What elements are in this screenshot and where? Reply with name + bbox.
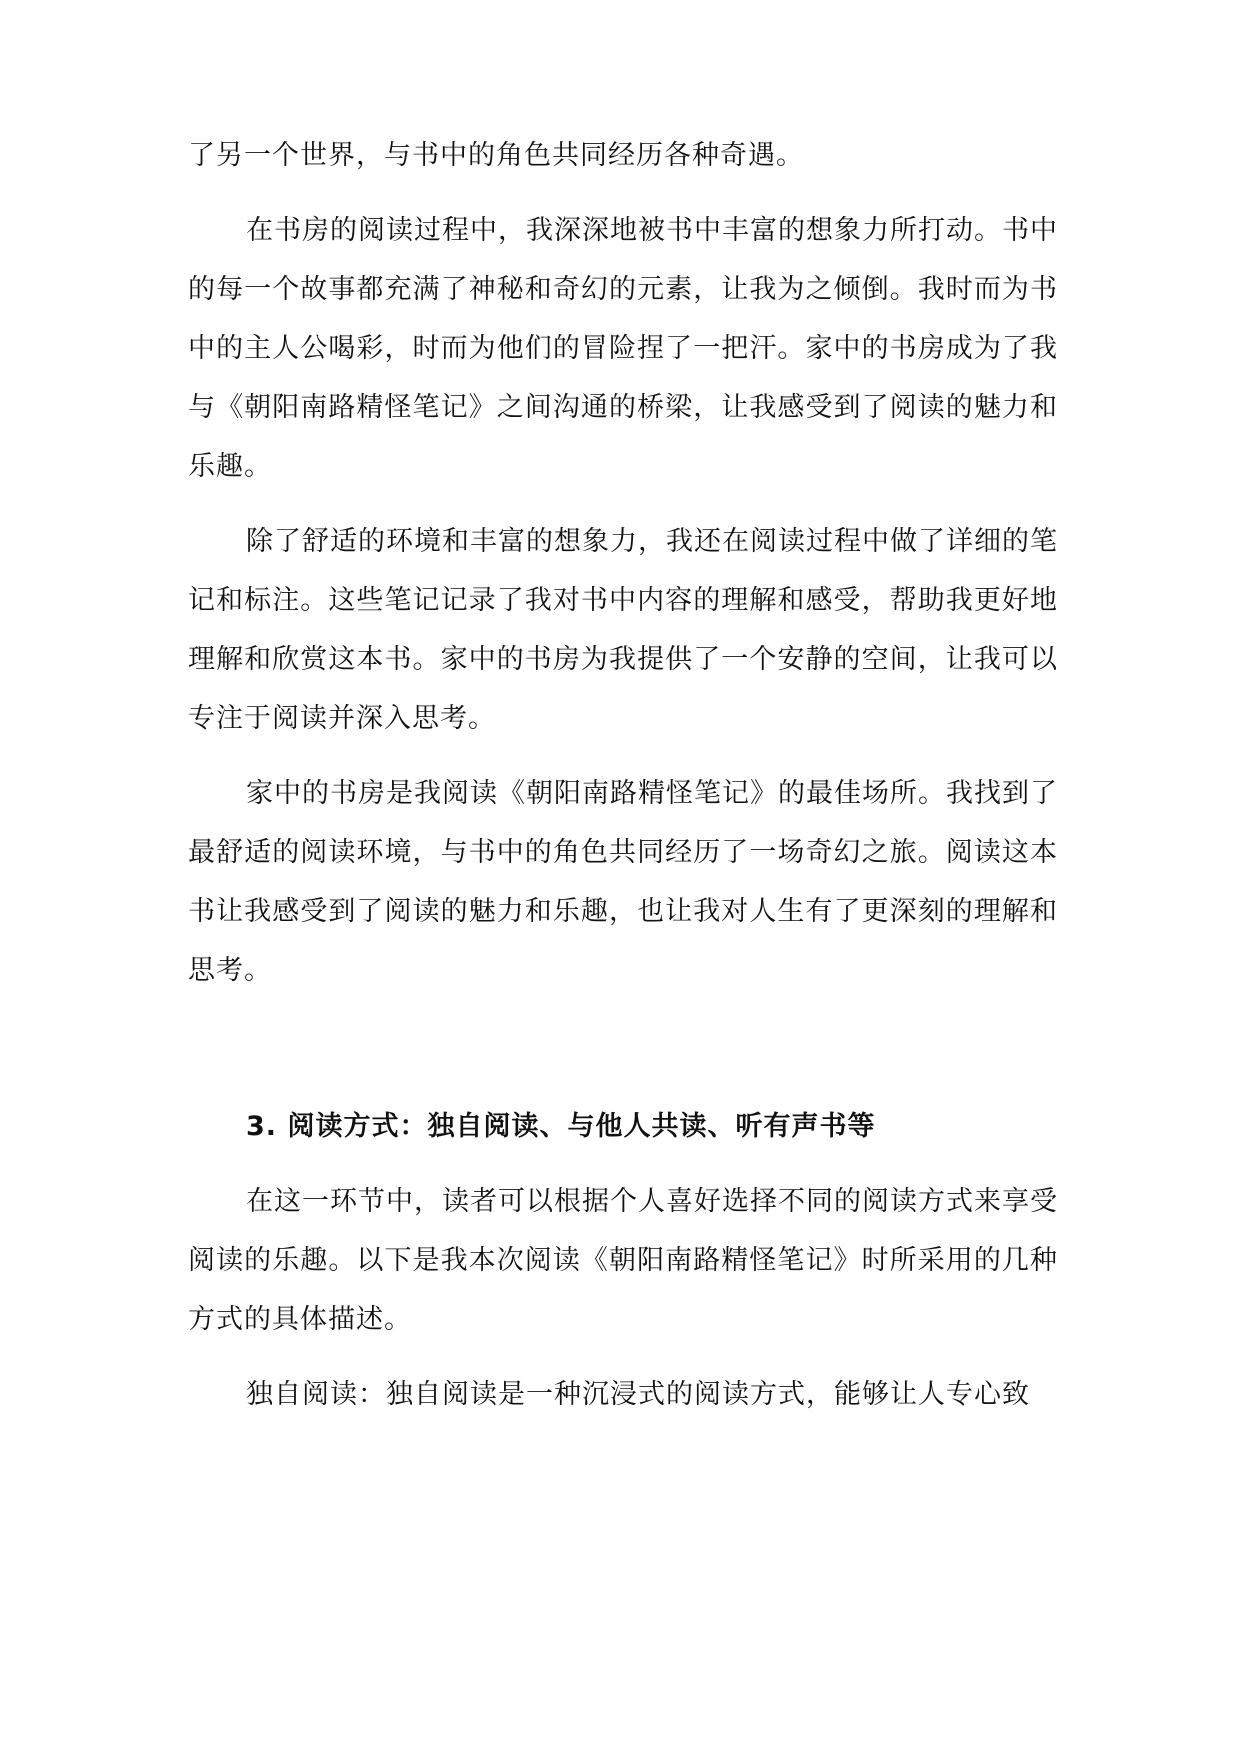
- paragraph-notes-annotations: 除了舒适的环境和丰富的想象力，我还在阅读过程中做了详细的笔记和标注。这些笔记记录了我对书中内容的理解和感受，帮助我更好地理解和欣赏这本书。家中的书房为我提供了一个安静的空间，让我可以专注于阅读并深入思考。: [188, 526, 1058, 734]
- paragraph-best-place: 家中的书房是我阅读《朝阳南路精怪笔记》的最佳场所。我找到了最舒适的阅读环境，与书中的角色共同经历了一场奇幻之旅。阅读这本书让我感受到了阅读的魅力和乐趣，也让我对人生有了更深刻的理解和思考。: [188, 778, 1058, 986]
- body-text-section-2: [188, 1097, 1058, 1424]
- paragraph-solo-reading: 独自阅读：独自阅读是一种沉浸式的阅读方式，能够让人专心致: [246, 1379, 1030, 1410]
- paragraph-study-imagination: 在书房的阅读过程中，我深深地被书中丰富的想象力所打动。书中的每一个故事都充满了神秘和奇幻的元素，让我为之倾倒。我时而为书中的主人公喝彩，时而为他们的冒险捏了一把汗。家中的书房成为了我与《朝阳南路精怪笔记》之间沟通的桥梁，让我感受到了阅读的魅力和乐趣。: [188, 215, 1058, 482]
- section-heading: 3. 阅读方式：独自阅读、与他人共读、听有声书等: [246, 1111, 876, 1142]
- body-text-section-1: [188, 126, 1058, 1000]
- paragraph-reading-methods-intro: 在这一环节中，读者可以根据个人喜好选择不同的阅读方式来享受阅读的乐趣。以下是我本次阅读《朝阳南路精怪笔记》时所采用的几种方式的具体描述。: [188, 1186, 1058, 1335]
- paragraph-continuation: 了另一个世界，与书中的角色共同经历各种奇遇。: [188, 140, 804, 171]
